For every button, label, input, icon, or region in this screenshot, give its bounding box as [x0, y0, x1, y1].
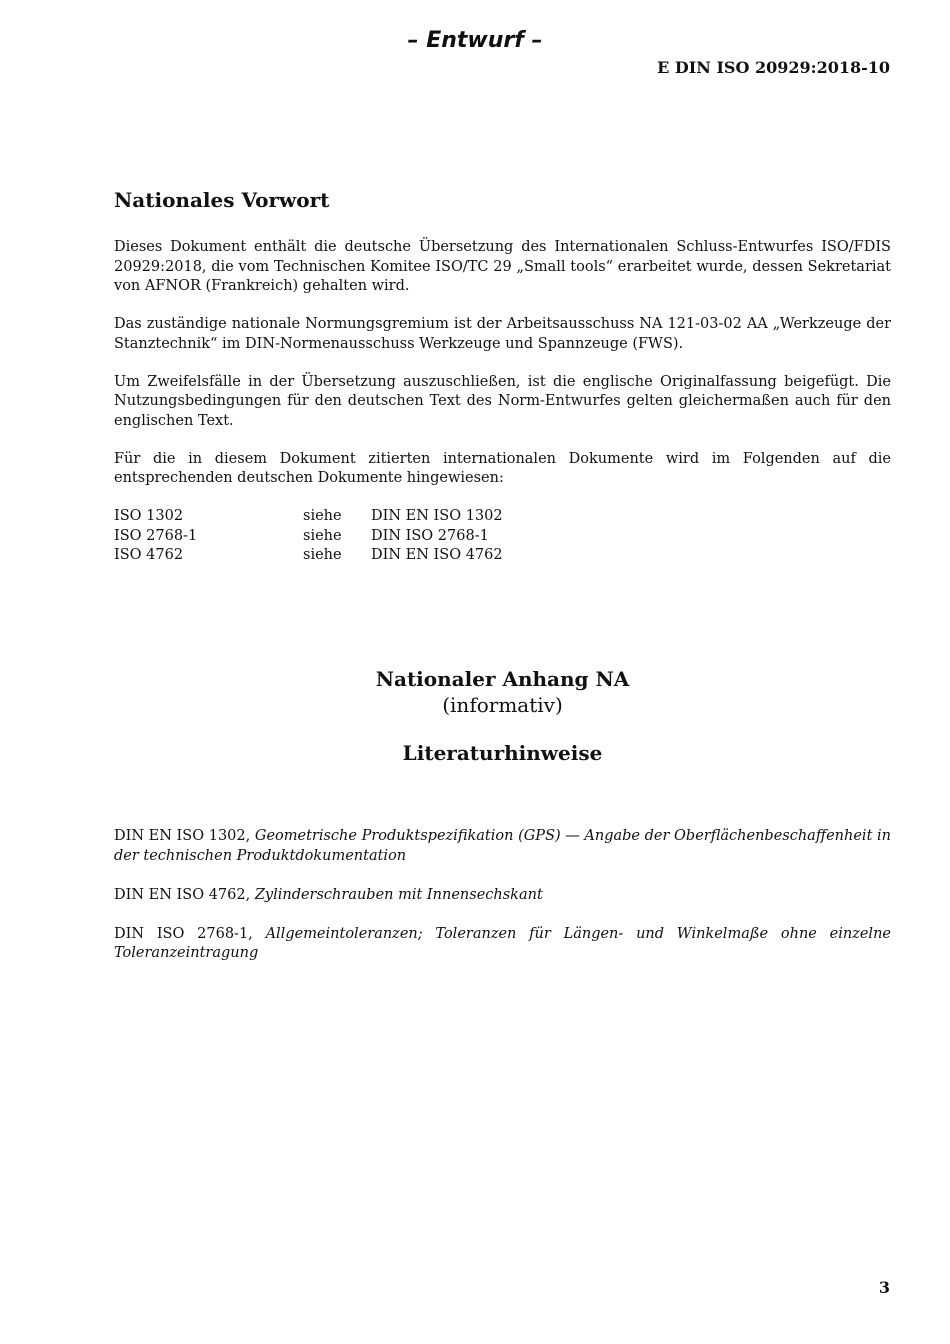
bibliography-title: Allgemeintoleranzen; Toleranzen für Längen- und Winkelmaße ohne einzelne Toleranzeintragung [114, 925, 891, 961]
reference-row [114, 527, 503, 547]
foreword-title: Nationales Vorwort [114, 188, 330, 212]
reference-table [114, 507, 503, 566]
bibliography-entry [114, 827, 891, 866]
foreword-paragraph: Dieses Dokument enthält die deutsche Übersetzung des Internationalen Schluss-Entwurfes ISO/FDIS 20929:2018, die vom Technischen Komitee ISO/TC 29 „Small tools“ erarbeitet wurde, dessen Sekretariat von AFNOR (Frankreich) gehalten wird. [114, 239, 891, 294]
annex-subtitle: (informativ) [442, 693, 563, 717]
national-foreword [114, 188, 891, 566]
bibliography-ref: DIN ISO 2768-1, [114, 925, 266, 942]
bibliography-heading: Literaturhinweise [402, 741, 603, 765]
annex-title: Nationaler Anhang NA [375, 667, 630, 691]
din-reference: DIN EN ISO 4762 [371, 547, 503, 563]
reference-row [114, 546, 503, 566]
foreword-paragraph: Um Zweifelsfälle in der Übersetzung auszuschließen, ist die englische Originalfassung beigefügt. Die Nutzungsbedingungen für den deutschen Text des Norm-Entwurfes gelten gleichermaßen auch für den englischen Text. [114, 373, 891, 429]
page-number: 3 [878, 1278, 890, 1297]
see-label: siehe [303, 508, 342, 524]
bibliography [114, 827, 891, 983]
bibliography-ref: DIN EN ISO 4762, [114, 886, 255, 903]
draft-label: – Entwurf – [407, 28, 543, 53]
iso-reference: ISO 1302 [114, 508, 184, 524]
din-reference: DIN ISO 2768-1 [371, 527, 489, 544]
see-label: siehe [303, 527, 342, 544]
reference-row [114, 507, 503, 527]
bibliography-entry [114, 925, 891, 964]
foreword-paragraph: Das zuständige nationale Normungsgremium ist der Arbeitsausschuss NA 121-03-02 AA „Werkzeuge der Stanztechnik“ im DIN-Normenausschuss Werkzeuge und Spannzeuge (FWS). [114, 316, 891, 352]
see-label: siehe [303, 547, 342, 563]
document-id: E DIN ISO 20929:2018-10 [657, 58, 890, 77]
iso-reference: ISO 4762 [114, 547, 184, 563]
bibliography-ref: DIN EN ISO 1302, [114, 828, 255, 844]
bibliography-title: Zylinderschrauben mit Innensechskant [254, 886, 543, 903]
iso-reference: ISO 2768-1 [114, 527, 198, 544]
bibliography-entry [114, 886, 891, 906]
din-reference: DIN EN ISO 1302 [371, 508, 503, 524]
foreword-paragraph: Für die in diesem Dokument zitierten internationalen Dokumente wird im Folgenden auf die entsprechenden deutschen Dokumente hingewiesen: [114, 450, 891, 486]
national-annex [114, 666, 891, 766]
bibliography-title: Geometrische Produktspezifikation (GPS) — Angabe der Oberflächenbeschaffenheit in der technischen Produktdokumentation [114, 828, 891, 864]
